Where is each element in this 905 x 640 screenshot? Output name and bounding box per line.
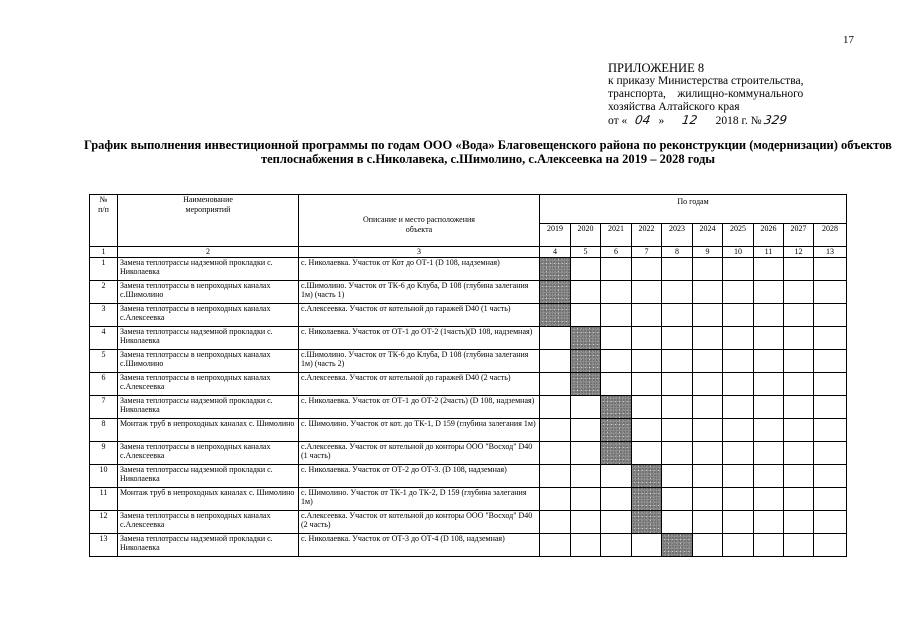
activity-name: Замена теплотрассы в непроходных каналах с.Шимолино — [118, 349, 299, 372]
year-header: 2020 — [571, 224, 601, 247]
column-index-row — [90, 247, 847, 258]
year-cell — [632, 395, 662, 418]
year-cell — [540, 441, 571, 464]
scheduled-year-cell — [540, 257, 571, 280]
year-cell — [662, 510, 693, 533]
row-number: 6 — [90, 372, 118, 395]
year-cell — [693, 372, 723, 395]
activity-description: с. Шимолино. Участок от кот. до ТК-1, D 159 (глубина залегания 1м) — [299, 418, 540, 441]
year-cell — [784, 349, 814, 372]
scheduled-year-cell — [662, 533, 693, 556]
row-number: 5 — [90, 349, 118, 372]
year-cell — [723, 372, 754, 395]
year-cell — [814, 326, 847, 349]
year-cell — [601, 487, 632, 510]
handwritten-month: 12 — [681, 113, 699, 127]
year-cell — [662, 464, 693, 487]
column-index-cell: 3 — [299, 247, 540, 258]
header-description: Описание и место расположения объекта — [299, 195, 540, 247]
year-cell — [540, 372, 571, 395]
year-cell — [693, 395, 723, 418]
year-cell — [814, 280, 847, 303]
year-cell — [754, 441, 784, 464]
activity-name: Монтаж труб в непроходных каналах с. Шимолино — [118, 418, 299, 441]
table-row — [90, 326, 847, 349]
column-index-cell: 13 — [814, 247, 847, 258]
table-row — [90, 533, 847, 556]
year-header: 2019 — [540, 224, 571, 247]
year-cell — [693, 510, 723, 533]
scheduled-year-cell — [571, 372, 601, 395]
year-cell — [662, 372, 693, 395]
activity-name: Замена теплотрассы надземной прокладки с. Николаевка — [118, 533, 299, 556]
table-row — [90, 280, 847, 303]
scheduled-year-cell — [601, 418, 632, 441]
year-cell — [571, 441, 601, 464]
year-cell — [601, 349, 632, 372]
table-row — [90, 487, 847, 510]
column-index-cell: 12 — [784, 247, 814, 258]
year-cell — [723, 326, 754, 349]
activity-description: с. Николаевка. Участок от ОТ-1 до ОТ-2 (1часть)(D 108, надземная) — [299, 326, 540, 349]
activity-description: с. Шимолино. Участок от ТК-1 до ТК-2, D 159 (глубина залегания 1м) — [299, 487, 540, 510]
table-row — [90, 372, 847, 395]
activity-description: с.Алексеевка. Участок от котельной до конторы ООО "Восход" D40 (2 часть) — [299, 510, 540, 533]
year-cell — [662, 441, 693, 464]
year-cell — [784, 257, 814, 280]
year-cell — [814, 372, 847, 395]
year-cell — [632, 326, 662, 349]
year-header: 2028 — [814, 224, 847, 247]
scheduled-year-cell — [540, 280, 571, 303]
activity-name: Замена теплотрассы в непроходных каналах с.Шимолино — [118, 280, 299, 303]
column-index-cell: 8 — [662, 247, 693, 258]
date-year: 2018 г. № — [715, 115, 762, 127]
year-cell — [784, 280, 814, 303]
year-cell — [784, 372, 814, 395]
year-cell — [540, 349, 571, 372]
year-cell — [540, 533, 571, 556]
year-cell — [571, 395, 601, 418]
row-number: 8 — [90, 418, 118, 441]
year-cell — [754, 349, 784, 372]
activity-description: с.Шимолино. Участок от ТК-6 до Клуба, D 108 (глубина залегания 1м) (часть 2) — [299, 349, 540, 372]
row-number: 1 — [90, 257, 118, 280]
row-number: 11 — [90, 487, 118, 510]
date-prefix: от « — [608, 115, 628, 127]
year-cell — [754, 418, 784, 441]
year-cell — [723, 349, 754, 372]
year-cell — [814, 395, 847, 418]
year-cell — [540, 464, 571, 487]
year-cell — [601, 257, 632, 280]
year-cell — [814, 441, 847, 464]
appendix-line: хозяйства Алтайского края — [608, 101, 740, 113]
year-cell — [693, 349, 723, 372]
date-mid: » — [658, 115, 665, 127]
year-cell — [723, 464, 754, 487]
column-index-cell: 4 — [540, 247, 571, 258]
table-row — [90, 441, 847, 464]
year-cell — [754, 487, 784, 510]
scheduled-year-cell — [540, 303, 571, 326]
scheduled-year-cell — [632, 487, 662, 510]
activity-name: Замена теплотрассы в непроходных каналах с.Алексеевка — [118, 441, 299, 464]
year-cell — [540, 395, 571, 418]
year-cell — [784, 510, 814, 533]
header-num: № п/п — [90, 195, 118, 247]
year-cell — [632, 418, 662, 441]
header-name: Наименование мероприятий — [118, 195, 299, 247]
scheduled-year-cell — [601, 395, 632, 418]
year-cell — [693, 257, 723, 280]
row-number: 9 — [90, 441, 118, 464]
year-cell — [601, 303, 632, 326]
year-cell — [723, 441, 754, 464]
year-cell — [571, 280, 601, 303]
row-number: 13 — [90, 533, 118, 556]
year-cell — [723, 395, 754, 418]
year-cell — [693, 533, 723, 556]
year-cell — [784, 303, 814, 326]
year-header: 2027 — [784, 224, 814, 247]
year-cell — [601, 510, 632, 533]
year-cell — [784, 326, 814, 349]
year-cell — [662, 326, 693, 349]
year-cell — [754, 464, 784, 487]
year-cell — [632, 257, 662, 280]
year-cell — [754, 372, 784, 395]
table-row — [90, 257, 847, 280]
activity-description: с.Алексеевка. Участок от котельной до гаражей D40 (1 часть) — [299, 303, 540, 326]
appendix-line: к приказу Министерства строительства, — [608, 75, 804, 87]
year-cell — [723, 487, 754, 510]
year-cell — [632, 280, 662, 303]
year-cell — [693, 418, 723, 441]
year-cell — [601, 326, 632, 349]
table-row — [90, 349, 847, 372]
year-cell — [754, 395, 784, 418]
table-row — [90, 395, 847, 418]
year-header: 2021 — [601, 224, 632, 247]
year-cell — [540, 418, 571, 441]
year-cell — [754, 533, 784, 556]
activity-name: Замена теплотрассы надземной прокладки с. Николаевка — [118, 464, 299, 487]
year-header: 2026 — [754, 224, 784, 247]
year-cell — [571, 464, 601, 487]
column-index-cell: 2 — [118, 247, 299, 258]
year-cell — [814, 464, 847, 487]
year-cell — [814, 510, 847, 533]
year-cell — [571, 533, 601, 556]
year-cell — [723, 280, 754, 303]
year-header: 2025 — [723, 224, 754, 247]
year-cell — [814, 533, 847, 556]
year-cell — [571, 257, 601, 280]
table-row — [90, 510, 847, 533]
activity-description: с.Алексеевка. Участок от котельной до гаражей D40 (2 часть) — [299, 372, 540, 395]
activity-description: с. Николаевка. Участок от Кот до ОТ-1 (D 108, надземная) — [299, 257, 540, 280]
year-cell — [814, 257, 847, 280]
year-header: 2023 — [662, 224, 693, 247]
appendix-header — [608, 62, 898, 128]
year-cell — [571, 303, 601, 326]
year-cell — [723, 303, 754, 326]
year-cell — [693, 464, 723, 487]
row-number: 3 — [90, 303, 118, 326]
scheduled-year-cell — [632, 510, 662, 533]
year-cell — [754, 510, 784, 533]
scheduled-year-cell — [571, 349, 601, 372]
year-cell — [540, 510, 571, 533]
column-index-cell: 7 — [632, 247, 662, 258]
year-cell — [662, 418, 693, 441]
activity-description: с.Алексеевка. Участок от котельной до конторы ООО "Восход" D40 (1 часть) — [299, 441, 540, 464]
year-cell — [784, 418, 814, 441]
activity-description: с. Николаевка. Участок от ОТ-1 до ОТ-2 (2часть) (D 108, надземная) — [299, 395, 540, 418]
activity-description: с.Шимолино. Участок от ТК-6 до Клуба, D 108 (глубина залегания 1м) (часть 1) — [299, 280, 540, 303]
handwritten-day: 04 — [634, 113, 652, 127]
row-number: 10 — [90, 464, 118, 487]
activity-name: Замена теплотрассы надземной прокладки с. Николаевка — [118, 326, 299, 349]
order-date — [608, 114, 898, 128]
year-cell — [632, 372, 662, 395]
appendix-line: транспорта, жилищно-коммунального — [608, 88, 804, 100]
year-cell — [601, 280, 632, 303]
scheduled-year-cell — [632, 464, 662, 487]
column-index-cell: 6 — [601, 247, 632, 258]
header-by-years: По годам — [540, 195, 847, 224]
scheduled-year-cell — [601, 441, 632, 464]
year-cell — [754, 326, 784, 349]
activity-name: Замена теплотрассы в непроходных каналах с.Алексеевка — [118, 510, 299, 533]
column-index-cell: 9 — [693, 247, 723, 258]
column-index-cell: 1 — [90, 247, 118, 258]
year-cell — [662, 487, 693, 510]
year-cell — [723, 257, 754, 280]
activity-description: с. Николаевка. Участок от ОТ-2 до ОТ-3. (D 108, надземная) — [299, 464, 540, 487]
year-cell — [662, 280, 693, 303]
column-index-cell: 10 — [723, 247, 754, 258]
activity-name: Замена теплотрассы надземной прокладки с. Николаевка — [118, 395, 299, 418]
activity-name: Замена теплотрассы надземной прокладки с. Николаевка — [118, 257, 299, 280]
activity-name: Замена теплотрассы в непроходных каналах с.Алексеевка — [118, 372, 299, 395]
year-cell — [693, 326, 723, 349]
year-cell — [540, 487, 571, 510]
year-header: 2024 — [693, 224, 723, 247]
year-cell — [632, 349, 662, 372]
year-cell — [662, 257, 693, 280]
year-cell — [632, 441, 662, 464]
activity-description: с. Николаевка. Участок от ОТ-3 до ОТ-4 (D 108, надземная) — [299, 533, 540, 556]
table-row — [90, 303, 847, 326]
year-cell — [814, 418, 847, 441]
year-cell — [814, 303, 847, 326]
row-number: 7 — [90, 395, 118, 418]
schedule-table — [89, 194, 847, 557]
row-number: 12 — [90, 510, 118, 533]
year-cell — [662, 303, 693, 326]
year-cell — [814, 349, 847, 372]
year-cell — [693, 280, 723, 303]
year-cell — [784, 395, 814, 418]
year-cell — [571, 487, 601, 510]
year-cell — [784, 441, 814, 464]
activity-name: Замена теплотрассы в непроходных каналах с.Алексеевка — [118, 303, 299, 326]
year-cell — [784, 533, 814, 556]
year-cell — [632, 303, 662, 326]
column-index-cell: 11 — [754, 247, 784, 258]
year-cell — [784, 464, 814, 487]
year-header: 2022 — [632, 224, 662, 247]
year-cell — [693, 303, 723, 326]
year-cell — [601, 533, 632, 556]
year-cell — [662, 395, 693, 418]
handwritten-number: 329 — [762, 113, 788, 127]
year-cell — [662, 349, 693, 372]
year-cell — [693, 441, 723, 464]
activity-name: Монтаж труб в непроходных каналах с. Шимолино — [118, 487, 299, 510]
year-cell — [632, 533, 662, 556]
appendix-title: ПРИЛОЖЕНИЕ 8 — [608, 61, 705, 75]
page-number: 17 — [843, 34, 854, 46]
year-cell — [571, 510, 601, 533]
year-cell — [784, 487, 814, 510]
row-number: 4 — [90, 326, 118, 349]
year-cell — [754, 280, 784, 303]
year-cell — [723, 533, 754, 556]
year-cell — [723, 510, 754, 533]
year-cell — [754, 303, 784, 326]
row-number: 2 — [90, 280, 118, 303]
year-cell — [814, 487, 847, 510]
year-cell — [601, 464, 632, 487]
document-title: График выполнения инвестиционной программы по годам ООО «Вода» Благовещенского района по реконструкции (модернизации) объектов теплоснабжения в с.Николавека, с.Шимолино, с.Алексеевка на 2019 – 2028 годы — [84, 138, 892, 166]
table-row — [90, 464, 847, 487]
scheduled-year-cell — [571, 326, 601, 349]
year-cell — [723, 418, 754, 441]
year-cell — [571, 418, 601, 441]
year-cell — [754, 257, 784, 280]
year-cell — [601, 372, 632, 395]
year-cell — [693, 487, 723, 510]
table-row — [90, 418, 847, 441]
column-index-cell: 5 — [571, 247, 601, 258]
year-cell — [540, 326, 571, 349]
